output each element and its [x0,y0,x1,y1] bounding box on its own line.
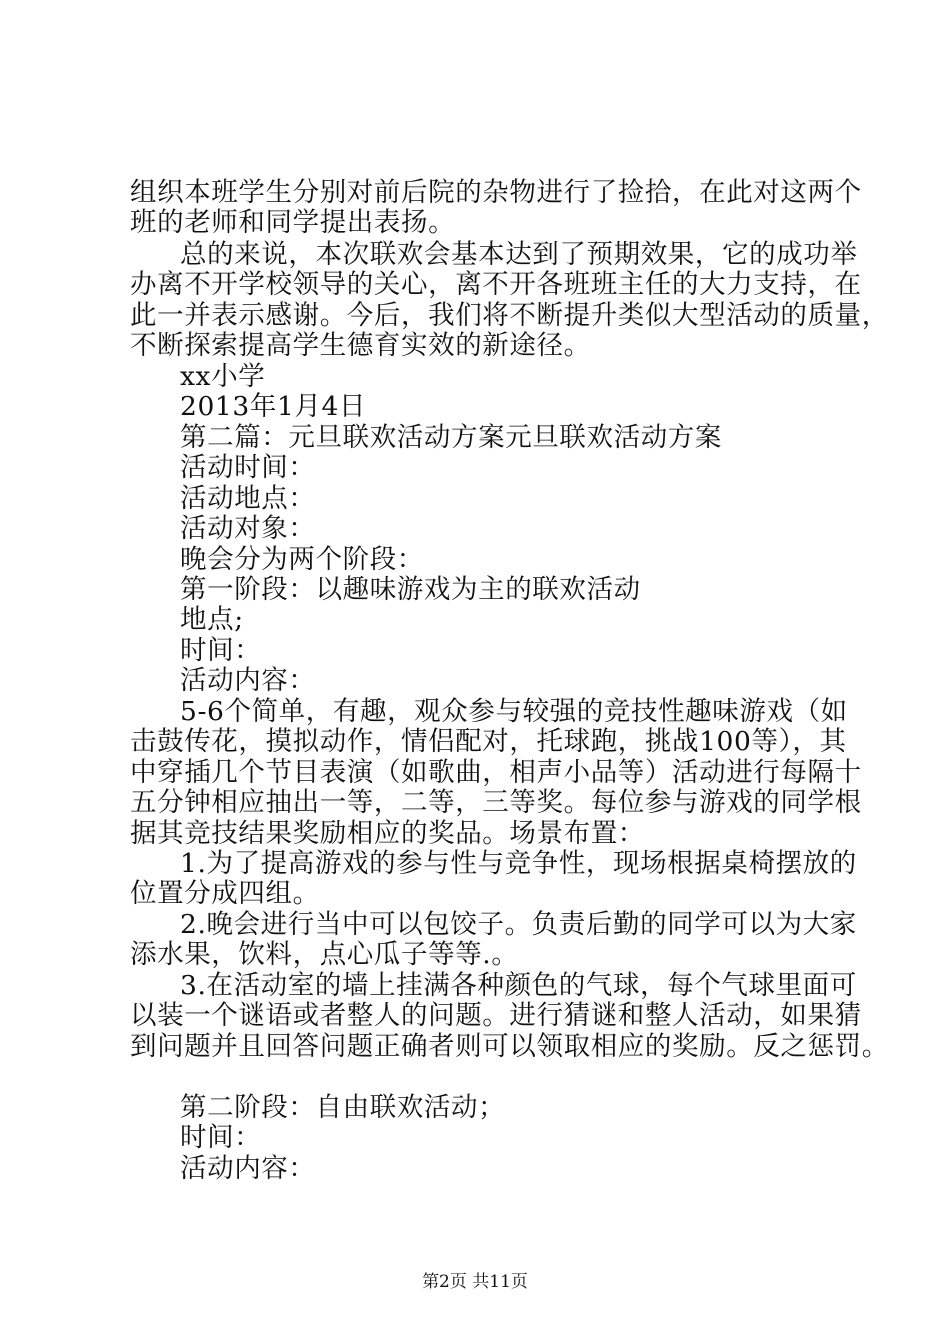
body-line: 1.为了提高游戏的参与性与竞争性，现场根据桌椅摆放的 [180,848,857,879]
body-line: 活动内容： [180,1153,316,1184]
body-line: 活动对象： [180,513,316,544]
signature-school: xx小学 [180,361,266,392]
body-line: 5-6个简单，有趣，观众参与较强的竞技性趣味游戏（如 [180,696,848,727]
body-line: 时间： [180,635,262,666]
body-line: 位置分成四组。 [130,878,320,909]
body-line: 击鼓传花，摸拟动作，情侣配对，托球跑，挑战100等），其 [130,726,847,757]
body-line: 中穿插几个节目表演（如歌曲，相声小品等）活动进行每隔十 [130,757,862,788]
body-line: 活动时间： [180,452,316,483]
body-line: 3.在活动室的墙上挂满各种颜色的气球，每个气球里面可 [180,970,857,1001]
body-line: 办离不开学校领导的关心，离不开各班班主任的大力支持，在 [130,269,862,300]
body-line: 到问题并且回答问题正确者则可以领取相应的奖励。反之惩罚。 [130,1031,889,1062]
signature-date: 2013年1月4日 [180,391,367,422]
body-line: 晚会分为两个阶段： [180,544,424,575]
body-line: 2.晚会进行当中可以包饺子。负责后勤的同学可以为大家 [180,909,857,940]
body-line: 以装一个谜语或者整人的问题。进行猜谜和整人活动，如果猜 [130,1000,862,1031]
body-line: 活动内容： [180,665,316,696]
body-line: 组织本班学生分别对前后院的杂物进行了捡拾，在此对这两个 [130,177,862,208]
body-line: 地点; [180,604,244,635]
body-line: 五分钟相应抽出一等，二等，三等奖。每位参与游戏的同学根 [130,787,862,818]
body-line: 第一阶段：以趣味游戏为主的联欢活动 [180,574,641,605]
body-line: 班的老师和同学提出表扬。 [130,207,456,238]
body-line: 不断探索提高学生德育实效的新途径。 [130,330,591,361]
body-line: 据其竞技结果奖励相应的奖品。场景布置： [130,818,645,849]
body-line: 活动地点： [180,483,316,514]
section-title: 第二篇：元旦联欢活动方案元旦联欢活动方案 [180,422,722,453]
page-number-footer: 第2页 共11页 [422,1272,528,1292]
body-line: 添水果，饮料，点心瓜子等等.。 [130,939,519,970]
body-line: 此一并表示感谢。今后，我们将不断提升类似大型活动的质量， [130,300,889,331]
body-line: 时间： [180,1122,262,1153]
body-line: 总的来说，本次联欢会基本达到了预期效果，它的成功举 [180,239,858,270]
body-line: 第二阶段：自由联欢活动； [180,1092,506,1123]
